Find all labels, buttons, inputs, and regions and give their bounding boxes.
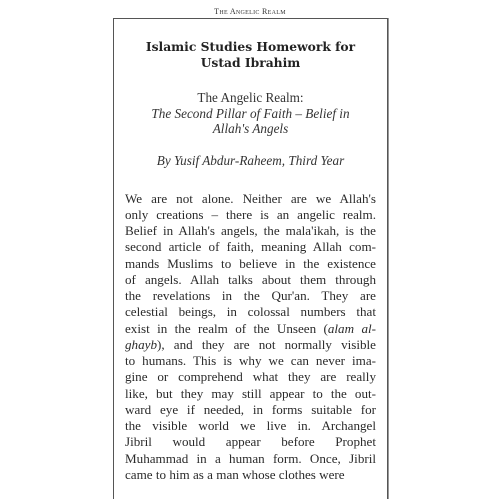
- italic-term: alam al-: [327, 320, 376, 336]
- text-line: mands Muslims to believe in the existence: [125, 255, 376, 271]
- text-line: the revelations in the Qur'an. They are: [125, 288, 376, 303]
- text-line: of angels. Allah talks about them through: [125, 271, 376, 287]
- text-line: gine or comprehend what they are really: [125, 369, 376, 385]
- text-line: Jibril would appear before Prophet: [125, 434, 376, 450]
- text-line: We are not alone. Neither are we Allah's: [125, 190, 376, 206]
- essay-subtitle: [114, 90, 387, 137]
- text-line: [125, 321, 376, 337]
- text-line: ward eye if needed, in forms suitable for: [125, 401, 376, 417]
- page: [113, 18, 388, 499]
- running-head: The Angelic Realm: [214, 7, 286, 16]
- subtitle-line: The Second Pillar of Faith – Belief in: [151, 105, 350, 121]
- text-line: only creations – there is an angelic realm.: [125, 206, 376, 222]
- italic-term: ghayb: [125, 336, 157, 352]
- text-line: to humans. This is why we can never ima-: [125, 353, 376, 368]
- text-line: [125, 337, 376, 353]
- text-line: celestial beings, in colossal numbers that: [125, 304, 376, 320]
- text-line: Belief in Allah's angels, the mala'ikah, is the: [125, 223, 376, 238]
- text-run: ), and they are not normally visible: [157, 336, 376, 352]
- text-line: the visible world we live in. Archangel: [125, 418, 376, 433]
- author-byline: By Yusif Abdur-Raheem, Third Year: [156, 152, 345, 168]
- subtitle-line: The Angelic Realm:: [197, 90, 304, 105]
- text-line: Muhammad in a human form. Once, Jibril: [125, 450, 376, 466]
- title-line: Islamic Studies Homework for: [145, 39, 356, 54]
- subtitle-line: Allah's Angels: [212, 121, 289, 136]
- title-line: Ustad Ibrahim: [200, 55, 301, 70]
- text-line: came to him as a man whose clothes were: [125, 466, 345, 482]
- text-line: second article of faith, meaning Allah com-: [125, 239, 376, 255]
- body-paragraph: [125, 191, 376, 484]
- document-title: [122, 39, 379, 71]
- text-run: exist in the realm of the Unseen (: [125, 320, 328, 336]
- text-line: like, but they may still appear to the out-: [125, 385, 376, 401]
